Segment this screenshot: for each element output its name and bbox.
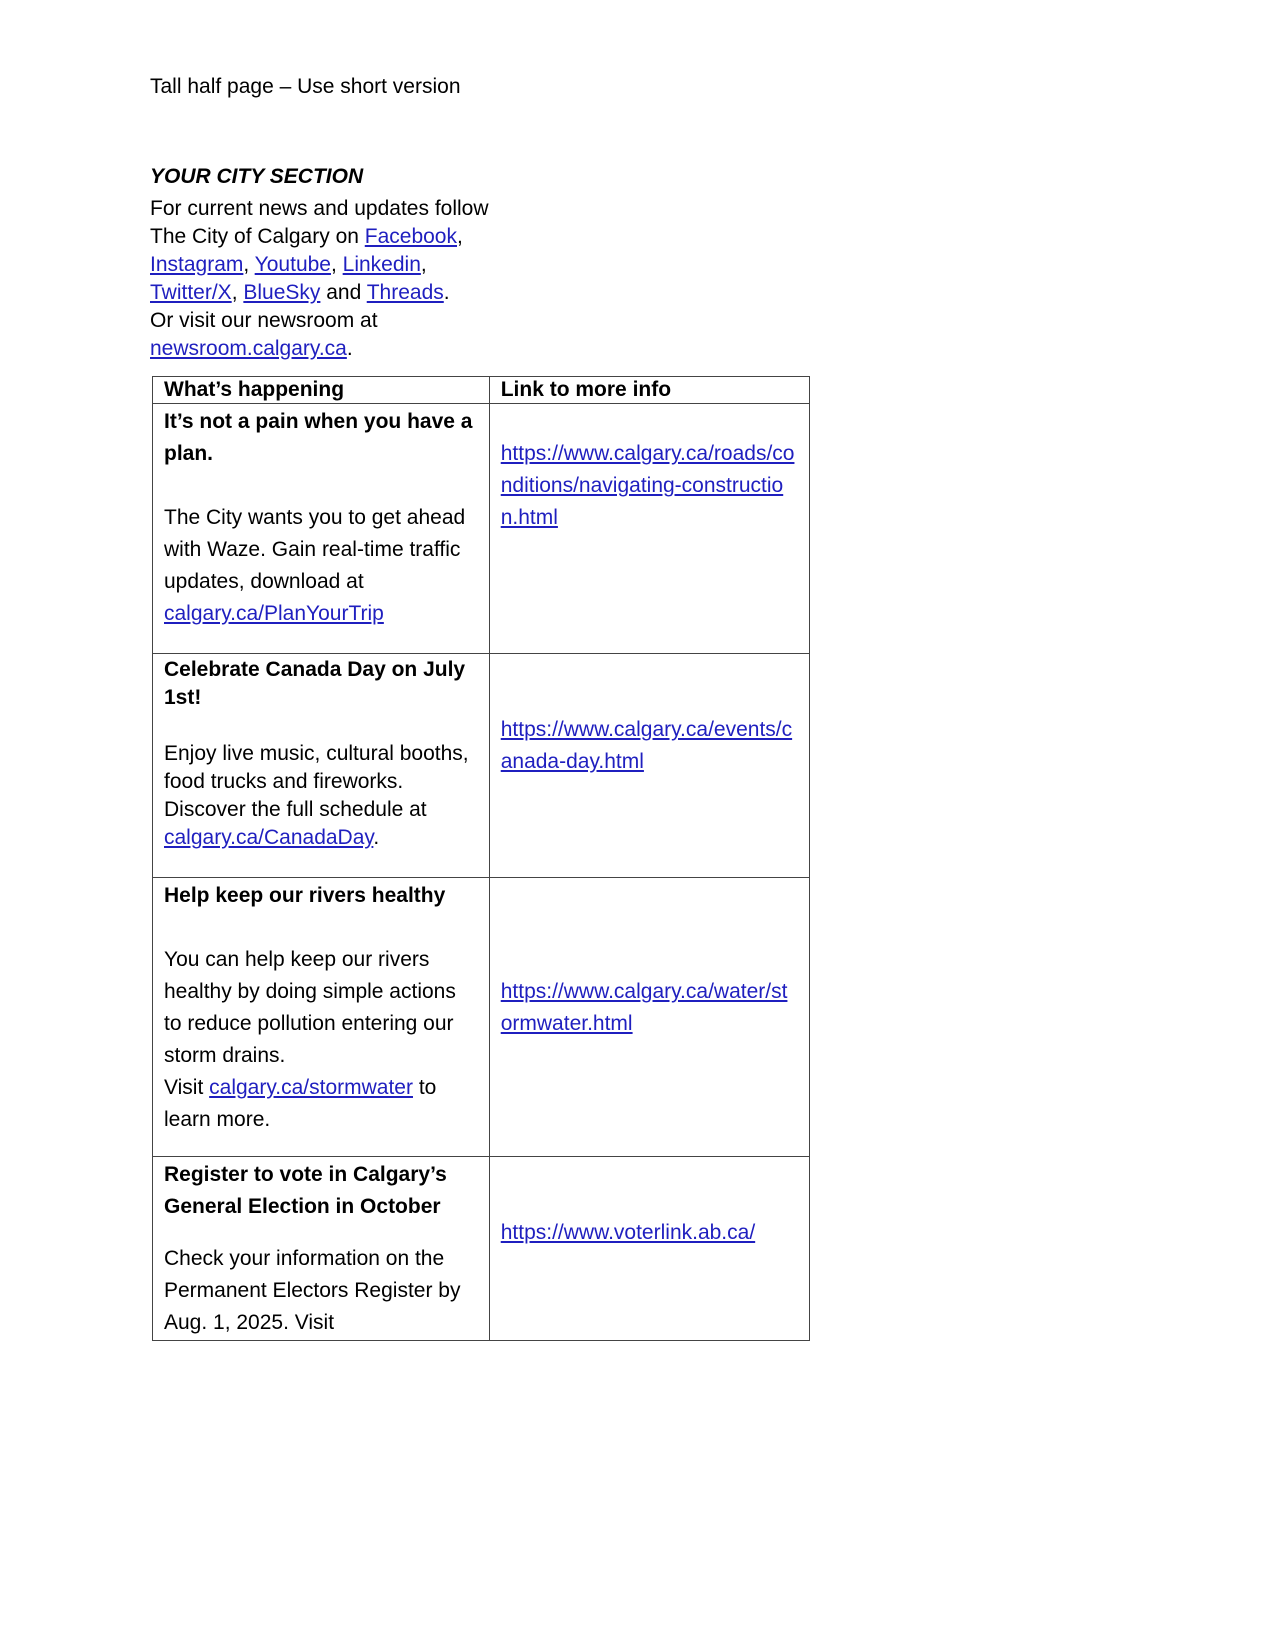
and-text: and	[320, 281, 367, 304]
canada-day-url[interactable]: https://www.calgary.ca/events/canada-day.html	[500, 718, 793, 773]
stormwater-url[interactable]: https://www.calgary.ca/water/stormwater.html	[500, 980, 788, 1035]
event-title: It’s not a pain when you have a plan.	[164, 410, 473, 465]
event-body-text: Enjoy live music, cultural booths, food trucks and fireworks. Discover the full schedule at	[164, 742, 469, 821]
event-description-cell	[153, 404, 490, 654]
table-row	[153, 878, 810, 1157]
event-link-cell	[489, 878, 809, 1157]
event-description-cell	[153, 654, 490, 878]
newsroom-text: Or visit our newsroom at	[150, 309, 378, 332]
event-body: Check your information on the Permanent Electors Register by Aug. 1, 2025. Visit	[164, 1247, 461, 1334]
linkedin-link[interactable]: Linkedin	[342, 253, 421, 276]
table-row	[153, 404, 810, 654]
youtube-link[interactable]: Youtube	[254, 253, 331, 276]
header-link-more-info: Link to more info	[489, 377, 809, 404]
stormwater-link[interactable]: calgary.ca/stormwater	[209, 1076, 413, 1099]
table-row	[153, 654, 810, 878]
intro-paragraph: For current news and updates follow The City of Calgary on Facebook, Instagram, Youtube, Linkedin, Twitter/X, BlueSky and Threads. Or visit our newsroom at newsroom.calgary.ca.	[150, 197, 489, 360]
instagram-link[interactable]: Instagram	[150, 253, 244, 276]
voterlink-url[interactable]: https://www.voterlink.ab.ca/	[500, 1221, 756, 1244]
roads-construction-url[interactable]: https://www.calgary.ca/roads/conditions/navigating-construction.html	[500, 442, 795, 529]
event-body: You can help keep our rivers healthy by doing simple actions to reduce pollution entering our storm drains.	[164, 948, 456, 1067]
event-description-cell	[153, 1157, 490, 1341]
newsroom-link[interactable]: newsroom.calgary.ca	[150, 337, 347, 360]
table-row	[153, 1157, 810, 1341]
event-body-text: The City wants you to get ahead with Waze. Gain real-time traffic updates, download at	[164, 506, 466, 593]
event-title: Celebrate Canada Day on July 1st!	[164, 658, 466, 709]
canadaday-link[interactable]: calgary.ca/CanadaDay	[164, 826, 374, 849]
table-header-row	[153, 377, 810, 404]
event-visit-line	[164, 1072, 478, 1136]
visit-text: Visit	[164, 1076, 210, 1099]
facebook-link[interactable]: Facebook	[364, 225, 457, 248]
event-title: Help keep our rivers healthy	[164, 884, 446, 907]
section-title: YOUR CITY SECTION	[150, 165, 364, 188]
event-link-cell	[489, 404, 809, 654]
bluesky-link[interactable]: BlueSky	[243, 281, 321, 304]
event-link-cell	[489, 1157, 809, 1341]
event-link-cell	[489, 654, 809, 878]
page-note: Tall half page – Use short version	[150, 75, 461, 98]
event-description-cell	[153, 878, 490, 1157]
event-body-suffix: to learn more.	[164, 1076, 437, 1131]
event-body	[164, 502, 478, 630]
events-table	[152, 376, 810, 1341]
planyourtrip-link[interactable]: calgary.ca/PlanYourTrip	[164, 602, 384, 625]
header-whats-happening: What’s happening	[153, 377, 490, 404]
your-city-section	[150, 163, 510, 363]
event-body-suffix: .	[373, 826, 380, 849]
event-title: Register to vote in Calgary’s General Election in October	[164, 1163, 447, 1218]
twitter-link[interactable]: Twitter/X	[150, 281, 232, 304]
threads-link[interactable]: Threads	[366, 281, 444, 304]
event-body	[164, 740, 478, 852]
intro-text: For current news and updates follow The City of Calgary on	[150, 197, 489, 248]
